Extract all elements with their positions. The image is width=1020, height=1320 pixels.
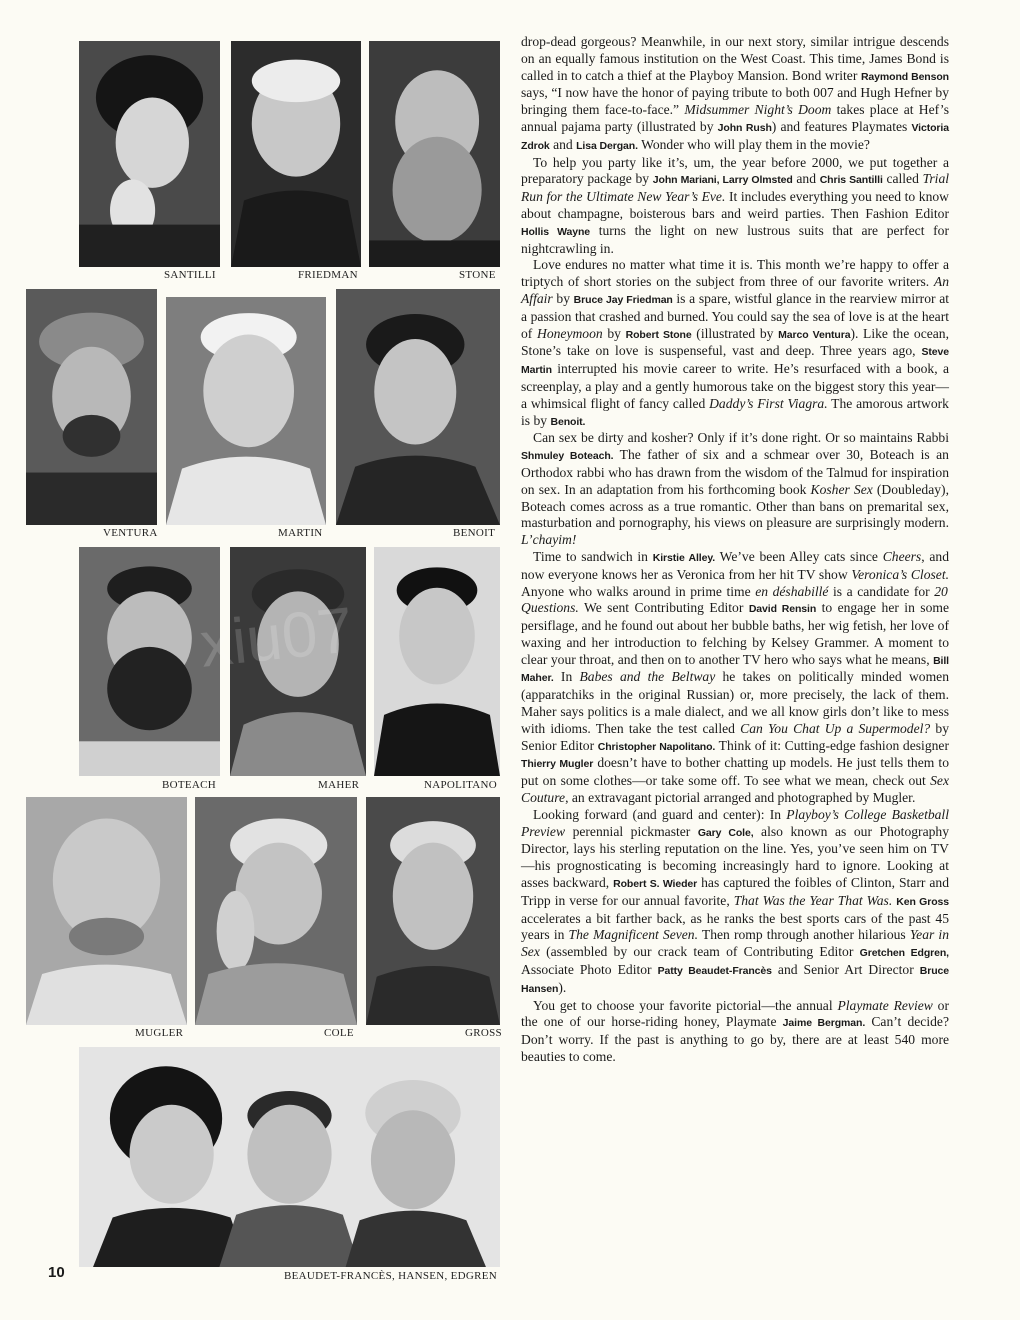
portrait-image: [166, 297, 326, 525]
text-run: To help you party like it’s, um, the year before 2000, we put together a preparatory package by: [521, 154, 949, 187]
page-number: 10: [48, 1264, 65, 1281]
text-run: turns the light on new lustrous suits that are perfect for nightcrawling in.: [521, 222, 949, 256]
text-run: says, “I now have the honor of paying tribute to both 007 and Hugh Hefner by bringing them face-to-face.”: [521, 85, 949, 118]
text-run: by: [552, 290, 574, 306]
photo-benoit: [336, 289, 500, 525]
text-run: drop-dead gorgeous? Meanwhile, in our next story, similar intrigue descends on an equally famous institution on the West Coast. This time, James Bond is called in to catch a thief at the Playboy Mansion. Bond writer: [521, 34, 949, 83]
contributor-name: Robert S. Wieder: [613, 878, 698, 891]
caption-boteach: BOTEACH: [162, 779, 217, 791]
portrait-image: [231, 41, 361, 267]
caption-mugler: MUGLER: [135, 1027, 184, 1039]
contributor-name: Benoit.: [550, 415, 586, 428]
article-paragraph: [521, 155, 949, 258]
contributor-name: Lisa Dergan.: [576, 139, 638, 152]
caption-martin: MARTIN: [278, 527, 323, 539]
photo-cole: [195, 797, 357, 1025]
text-run: Love endures no matter what time it is. This month we’re happy to offer a triptych of short stories on the subject from three of our favorite writers.: [521, 257, 949, 290]
caption-stone: STONE: [459, 269, 496, 281]
contributor-name: Marco Ventura: [778, 328, 851, 341]
portrait-image: [26, 289, 157, 525]
photo-group: [79, 1047, 500, 1267]
text-run: The father of six and a schmear over 30, Boteach is an Orthodox rabbi who has drawn from the wisdom of the Talmud for inspiration on sex. In an adaptation from his forthcoming book: [521, 447, 949, 497]
portrait-image: [374, 547, 500, 776]
article-paragraph: [521, 34, 949, 155]
text-run: takes place at Hef’s annual pajama party (illustrated by: [521, 102, 949, 134]
portrait-image: [366, 797, 500, 1025]
text-run: ) and features Playmates: [771, 118, 912, 134]
contributor-name: John Mariani, Larry Olmsted: [652, 174, 793, 187]
text-run: Time to sandwich in: [533, 548, 653, 564]
contributor-name: Raymond Benson: [860, 70, 949, 83]
text-run: Then romp through another hilarious: [698, 927, 910, 943]
text-run: by: [602, 325, 626, 341]
text-run: Looking forward (and guard and center): In: [533, 806, 787, 822]
story-title: Veronica’s Closet.: [851, 566, 950, 582]
photo-gross: [366, 797, 500, 1025]
portrait-image: [79, 547, 220, 776]
text-run: , and now everyone knows her as Veronica from her hit TV show: [521, 548, 949, 582]
portrait-image: [369, 41, 500, 267]
portrait-image: [336, 289, 500, 525]
story-title: 20 Questions.: [521, 583, 948, 616]
contributor-name: Patty Beaudet-Francès: [657, 965, 772, 978]
story-title: Cheers: [882, 548, 922, 564]
contributor-name: Gretchen Edgren,: [859, 947, 949, 960]
article-paragraph: [521, 998, 949, 1066]
contributor-name: Victoria Zdrok: [521, 121, 949, 152]
photo-ventura: [26, 289, 157, 525]
text-run: is a candidate for: [828, 583, 935, 599]
text-run: Can sex be dirty and kosher? Only if it’s done right. Or so maintains Rabbi: [533, 430, 949, 446]
story-title: Can You Chat Up a Supermodel?: [740, 720, 931, 736]
story-title: Sex Couture: [521, 773, 949, 806]
text-run: Associate Photo Editor: [521, 962, 658, 978]
story-title: Midsummer Night’s Doom: [684, 102, 832, 118]
contributor-name: Robert Stone: [625, 328, 692, 341]
contributor-name: Steve Martin: [521, 346, 949, 377]
contributor-name: Hollis Wayne: [521, 225, 591, 238]
text-run: accelerates a bit farther back, as he ranks the best sports cars of the past 45 years in: [521, 910, 949, 943]
text-run: , an extravagant pictorial arranged and photographed by Mugler.: [565, 790, 916, 806]
caption-benoit: BENOIT: [453, 527, 496, 539]
text-run: We sent Contributing Editor: [578, 600, 749, 616]
text-run: (Doubleday), Boteach comes across as a true romantic. Other than bans on premarital sex, masturbation and pornography, his views on pleasure are surprisingly modern.: [521, 481, 949, 531]
article-paragraph: [521, 257, 949, 430]
text-run: In: [553, 669, 580, 685]
story-title: Trial Run for the Ultimate New Year’s Eve.: [521, 171, 950, 205]
story-title: Honeymoon: [537, 325, 603, 341]
story-title: An Affair: [521, 274, 949, 306]
text-run: has captured the foibles of Clinton, Starr and Tripp in verse for our annual favorite,: [521, 875, 949, 908]
photo-santilli: [79, 41, 220, 267]
text-run: Wonder who will play them in the movie?: [637, 136, 870, 152]
text-run: (assembled by our crack team of Contributing Editor: [539, 944, 860, 960]
text-run: ). Like the ocean, Stone’s take on love is suspenseful, vast and deep. Three years ago,: [521, 325, 949, 359]
contributor-name: Christopher Napolitano.: [597, 740, 716, 753]
story-title: Daddy’s First Viagra.: [709, 395, 828, 411]
text-run: he takes on politically minded women (apparatchiks in the original Russian) or, more precisely, the lack of them. Maher says politics is a male dialect, and we all know girls don’t like to mess with idioms. Then take the test called: [521, 669, 949, 736]
article-paragraph: [521, 549, 949, 807]
text-run: to engage her in some persiflage, and he found out about her bubble baths, her wig fetish, her love of waxing and her introduction to felching by Kelsey Grammer. A moment to clear your throat, and then on to another TV hero who says what he means,: [521, 600, 949, 667]
text-run: and: [549, 136, 577, 152]
text-run: perennial pickmaster: [565, 823, 698, 839]
text-run: also known as our Photography Director, lays his sterling reputation on the line. Yes, you’ve seen him on TV—his prognosticating is becoming increasingly hard to ignore. Looking at asses backward,: [521, 823, 949, 891]
text-run: or the one of our horse-riding honey, Playmate: [521, 997, 949, 1030]
story-title: The Magnificent Seven.: [568, 927, 698, 943]
portrait-image: [26, 797, 187, 1025]
contributor-name: Shmuley Boteach.: [521, 450, 614, 463]
story-title: Playmate Review: [837, 997, 933, 1013]
photo-mugler: [26, 797, 187, 1025]
photo-maher: [230, 547, 366, 776]
caption-napolitano: NAPOLITANO: [424, 779, 498, 791]
story-title: Playboy’s College Basketball Preview: [521, 806, 949, 839]
story-title: Year in Sex: [521, 927, 949, 960]
story-title: Babes and the Beltway: [579, 669, 716, 685]
text-run: is a spare, wistful glance in the rearview mirror at a passion that crashed and burned. You could say the sea of love is at the heart of: [521, 290, 949, 341]
contributor-name: David Rensin: [748, 603, 817, 616]
text-run: ).: [558, 979, 567, 995]
text-run: Anyone who walks around in prime time: [521, 583, 756, 599]
article-paragraph: [521, 807, 949, 998]
contributor-name: John Rush: [717, 121, 772, 134]
text-run: Think of it: Cutting-edge fashion designer: [715, 737, 949, 753]
contributor-name: Jaime Bergman.: [782, 1017, 866, 1030]
text-run: (illustrated by: [691, 325, 779, 341]
portrait-image: [195, 797, 357, 1025]
contributor-name: Bruce Jay Friedman: [573, 293, 673, 306]
photo-friedman: [231, 41, 361, 267]
photo-napolitano: [374, 547, 500, 776]
contributor-name: Thierry Mugler: [521, 758, 594, 771]
portrait-image: [79, 41, 220, 267]
photo-boteach: [79, 547, 220, 776]
photo-stone: [369, 41, 500, 267]
contributor-name: Ken Gross: [896, 895, 949, 908]
caption-santilli: SANTILLI: [164, 269, 216, 281]
text-run: interrupted his movie career to write. He’s resurfaced with a book, a screenplay, a play and a gently humorous take on the biggest story this year—a whimsical flight of fancy called: [521, 361, 949, 411]
caption-ventura: VENTURA: [103, 527, 158, 539]
text-run: called: [882, 171, 923, 187]
contributor-name: Bill Maher.: [521, 654, 949, 685]
contributor-name: Gary Cole,: [697, 826, 754, 839]
text-run: and: [792, 171, 820, 187]
story-title: L’chayim!: [521, 532, 577, 548]
story-title: That Was the Year That Was.: [733, 892, 893, 908]
story-title: Kosher Sex: [810, 481, 873, 497]
article-paragraph: [521, 430, 949, 549]
article-body: [521, 34, 949, 1066]
text-run: by Senior Editor: [521, 720, 949, 753]
portrait-image: [79, 1047, 500, 1267]
caption-cole: COLE: [324, 1027, 354, 1039]
text-run: You get to choose your favorite pictorial—the annual: [533, 997, 838, 1013]
caption-gross: GROSS: [465, 1027, 502, 1039]
story-title: en déshabillé: [755, 583, 829, 599]
text-run: We’ve been Alley cats since: [715, 548, 883, 564]
caption-friedman: FRIEDMAN: [298, 269, 358, 281]
text-run: Can’t decide? Don’t worry. If the past is anything to go by, there are at least 540 more beauties to come.: [521, 1014, 949, 1065]
text-run: It includes everything you need to know about champagne, boisterous bars and weird parties. Then Fashion Editor: [521, 189, 949, 221]
contributor-name: Chris Santilli: [819, 174, 883, 187]
contributor-name: Kirstie Alley.: [652, 551, 716, 564]
text-run: The amorous artwork is by: [521, 395, 949, 428]
photo-martin: [166, 297, 326, 525]
text-run: doesn’t have to bother chatting up models. He just tells them to put on some clothes—or take some off. To see what we mean, check out: [521, 755, 950, 789]
text-run: and Senior Art Director: [771, 962, 920, 978]
portrait-image: [230, 547, 366, 776]
caption-maher: MAHER: [318, 779, 360, 791]
caption-group: BEAUDET-FRANCÈS, HANSEN, EDGREN: [284, 1270, 498, 1282]
contributor-name: Bruce Hansen: [521, 965, 949, 995]
